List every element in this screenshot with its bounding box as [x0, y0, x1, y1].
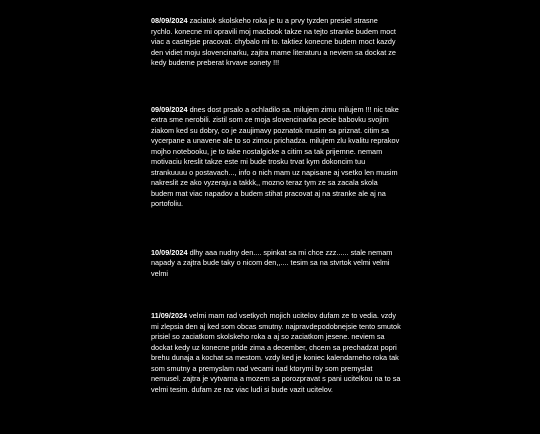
- journal-entries: [151, 16, 401, 434]
- entry-text: velmi mam rad vsetkych mojich ucitelov dufam ze to vedia. vzdy mi zlepsia den aj ked som obcas smutny. najpravdepodobnejsie tento smutok prisiel so zaciatkom skolskeho roka a aj so zaciatkom jesene. neviem sa dockat kedy uz konecne pride zima a december, chcem sa prechadzat popri brehu dunaja a kochat sa mestom. vzdy ked je koniec kalendarneho roka tak som smutny a premyslam nad vecami nad ktorymi by som premyslat nemusel. zajtra je vytvarna a mozem sa porozpravat s pani ucitelkou na to sa velmi tesim. dufam ze raz viac ludi si bude vazit ucitelov.: [151, 311, 401, 394]
- entry-date: 09/09/2024: [151, 104, 190, 114]
- entry-date: 08/09/2024: [151, 16, 190, 25]
- entry-text: dlhy aaa nudny den.... spinkat sa mi chce zzz...... stale nemam napady a zajtra bude taky o nicom den,,.... tesim sa na stvrtok velmi velmi velmi: [151, 247, 393, 278]
- journal-entry: [151, 311, 401, 395]
- entry-date: 11/09/2024: [151, 311, 190, 320]
- entry-date: 10/09/2024: [151, 247, 190, 257]
- journal-entry: [151, 16, 401, 69]
- entry-text: dnes dost prsalo a ochladilo sa. milujem zimu milujem !!! nic take extra sme nerobili. zistil som ze moja slovencinarka pecie babovku svojim ziakom ked su dobry, co je zaujimavy poznatok musim sa priznat. citim sa vycerpane a unavene ale to so zimou prichadza. milujem zlu kvalitu reprakov mojho notebooku, je to take nostalgicke a citim sa tak prijemne. nemam motivaciu kreslit takze este mi bude trosku trvat kym dokoncim tuu strankuuuu o postavach..., info o nich mam uz napisane aj vsetko len musim nakreslit ze ako vyzeraju a takkk,, mozno teraz tym ze sa zacala skola budem mat viac napadov a budem stihat pracovat aj na stranke ale aj na portofoliu.: [151, 104, 400, 208]
- journal-entry: [151, 105, 401, 210]
- entry-text: zaciatok skolskeho roka je tu a prvy tyzden presiel strasne rychlo. konecne mi opravili moj macbook takze na tejto stranke budem moct viac a castejsie pracovat. chybalo mi to. taktiez konecne budem moct kazdy den vidiet moju slovencinarku, zajtra mame literaturu a neviem sa dockat ze kedy budeme preberat krvave sonety !!!: [151, 16, 396, 67]
- journal-entry: [151, 248, 401, 280]
